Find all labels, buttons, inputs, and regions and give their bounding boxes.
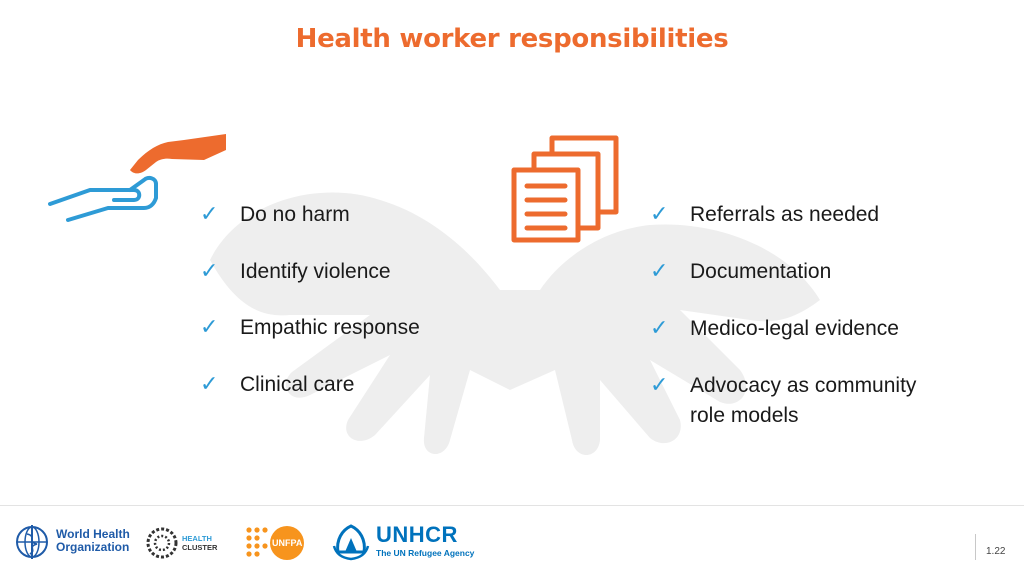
right-checklist [650, 200, 970, 458]
footer-divider [0, 505, 1024, 506]
check-icon: ✓ [200, 315, 219, 340]
list-item-label: Empathic response [240, 316, 420, 339]
check-icon: ✓ [200, 371, 219, 397]
unfpa-logo [244, 522, 320, 562]
list-item [200, 200, 520, 230]
list-item-label: Identify violence [240, 259, 391, 283]
page-title: Health worker responsibilities [295, 24, 729, 54]
health-cluster-line1: HEALTH [182, 534, 212, 543]
list-item [650, 200, 970, 230]
check-icon: ✓ [650, 259, 669, 284]
list-item [650, 371, 970, 431]
check-icon: ✓ [200, 258, 219, 284]
who-name-line2: Organization [56, 540, 130, 554]
who-logo [12, 522, 132, 562]
list-item [200, 370, 520, 400]
list-item-label: Documentation [690, 260, 832, 283]
list-item-label: Do no harm [240, 203, 350, 226]
list-item-label: Clinical care [240, 372, 355, 396]
who-name-line1: World Health [56, 527, 130, 541]
list-item-label: Referrals as needed [690, 203, 880, 226]
health-cluster-line2: CLUSTER [182, 543, 218, 552]
left-checklist [200, 200, 520, 426]
list-item [650, 257, 970, 287]
who-emblem-icon [12, 522, 52, 562]
health-cluster-emblem-icon [146, 527, 178, 559]
check-icon: ✓ [200, 202, 219, 227]
list-item [650, 314, 970, 344]
list-item [200, 257, 520, 287]
check-icon: ✓ [650, 373, 669, 398]
health-cluster-logo [146, 522, 226, 562]
documents-icon [508, 134, 623, 244]
unhcr-name: UNHCR [376, 522, 458, 547]
list-item-label-continued: role models [690, 404, 799, 427]
unfpa-name: UNFPA [272, 538, 303, 548]
page-number: 1.22 [986, 546, 1006, 557]
list-item [200, 313, 520, 343]
unhcr-emblem-icon [330, 522, 372, 562]
footer-separator [975, 534, 976, 560]
unhcr-tagline: The UN Refugee Agency [376, 548, 475, 558]
unhcr-logo [330, 522, 480, 562]
check-icon: ✓ [650, 316, 669, 341]
list-item-label: Medico-legal evidence [690, 317, 899, 340]
list-item-label: Advocacy as community [690, 374, 917, 397]
check-icon: ✓ [650, 202, 669, 227]
